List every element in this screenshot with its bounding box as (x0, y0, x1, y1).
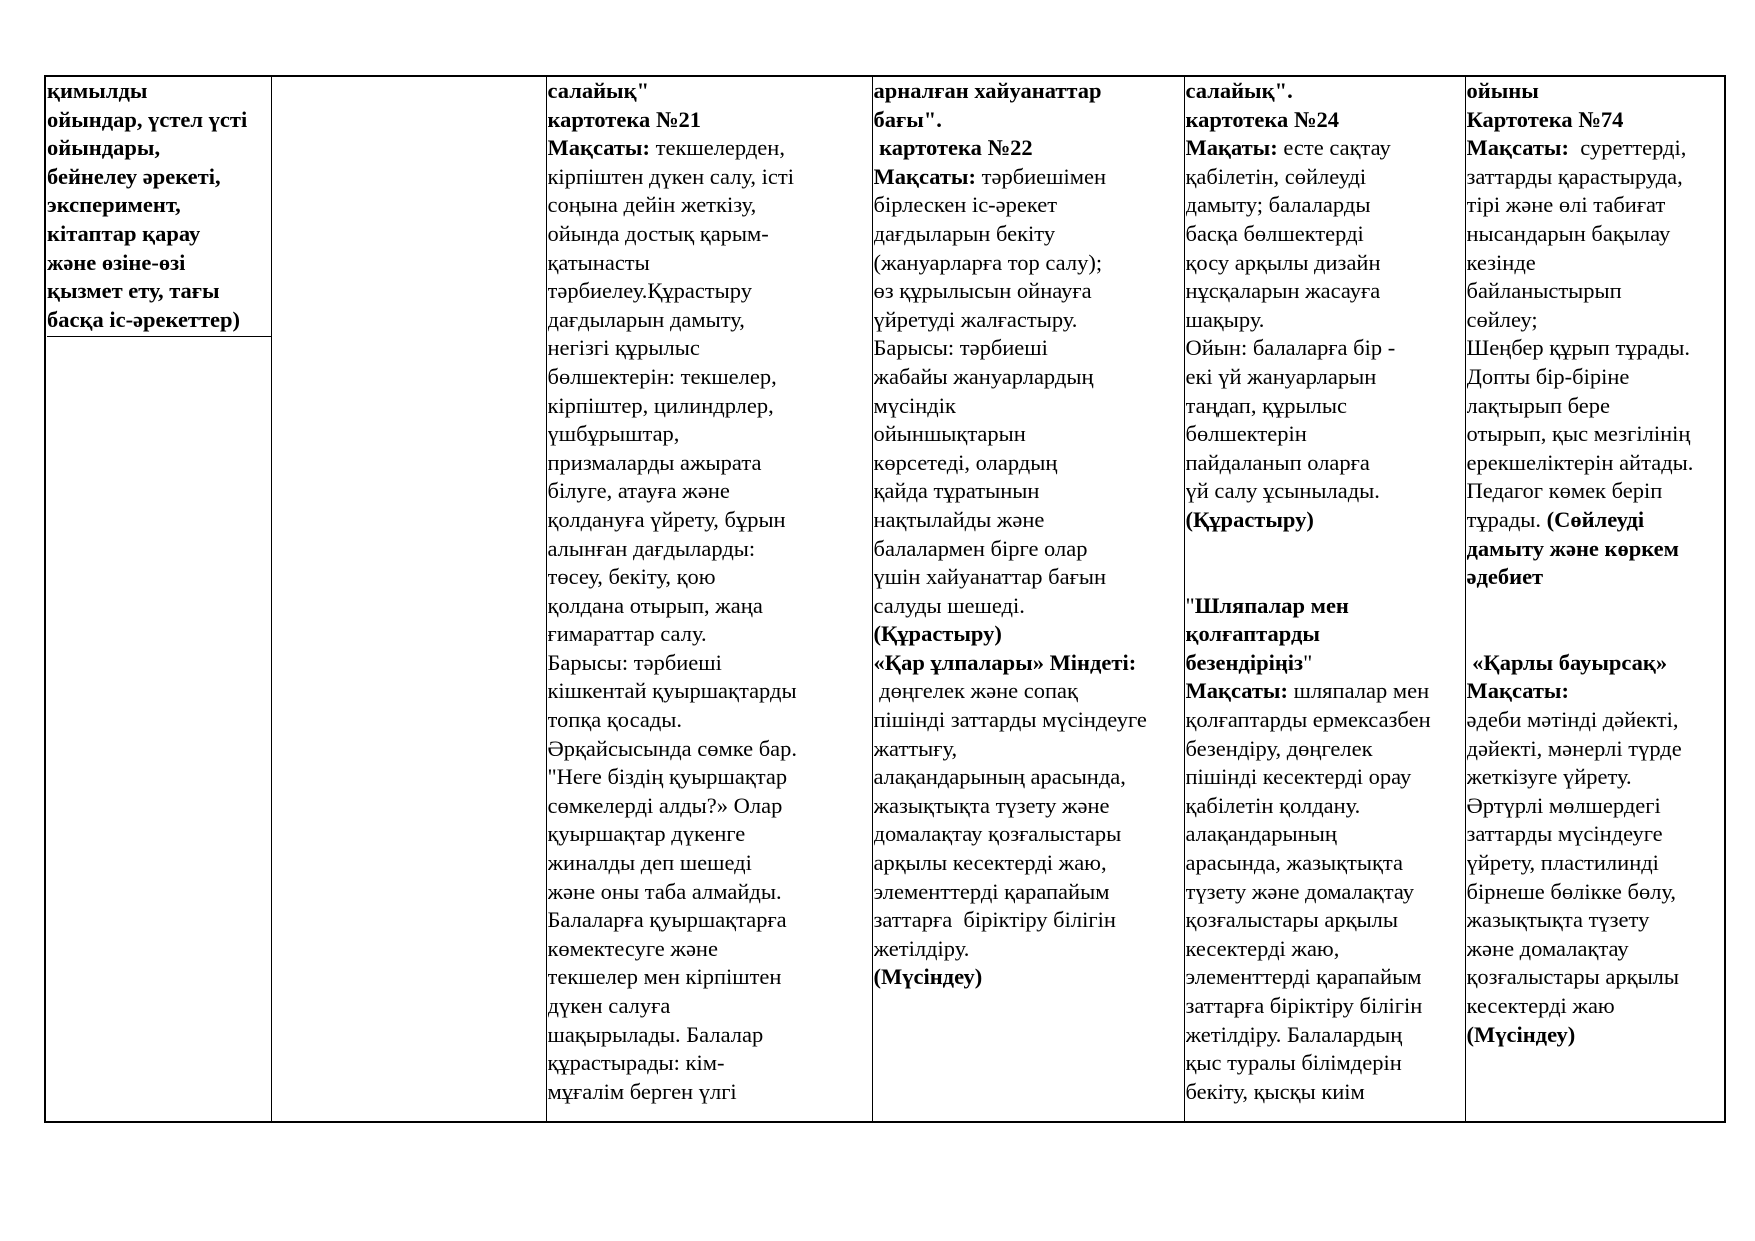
goal-text: суреттерді, (1569, 135, 1687, 161)
spacer (1186, 563, 1465, 592)
activity-line: қайда тұратынын (873, 478, 1040, 504)
activity-line: жаттығу, (873, 735, 958, 761)
activity-line: қатынасты (547, 249, 650, 275)
empty-cell (271, 76, 546, 1122)
activity-line: құрастырады: кім- (547, 1050, 725, 1076)
goal-text: тәрбиешімен (976, 163, 1107, 189)
activity-line: кезінде (1466, 249, 1536, 275)
activity-line: ойыншықтарын (873, 421, 1026, 447)
activity-line: Педагог көмек беріп (1466, 478, 1663, 504)
goal-label: Мақсаты: (1466, 678, 1569, 704)
activity-line: үйрету, пластилинді (1466, 850, 1659, 876)
category-line: эксперимент, (47, 192, 181, 218)
activity-line: балалармен бірге олар (873, 535, 1088, 561)
activity-line: жазықтықта түзету және (873, 792, 1110, 818)
activity-line: ойыны (1466, 78, 1539, 103)
activity-line: заттарға біріктіру білігін (873, 907, 1116, 933)
activity-line: бағы". (873, 106, 942, 132)
activity-line: алынған дағдыларды: (547, 535, 756, 561)
activity-line: мүсіндік (873, 392, 956, 418)
spacer (1467, 620, 1725, 649)
activity-line: қыс туралы білімдерін (1185, 1050, 1402, 1076)
spacer (1467, 592, 1725, 621)
activity-cell-monday (546, 76, 872, 1122)
activity-line: бірнеше бөлікке бөлу, (1466, 878, 1677, 904)
activity-type-label: әдебиет (1466, 564, 1544, 590)
activity-title (1186, 649, 1465, 678)
activity-line: жетілдіру. (873, 935, 970, 961)
activity-type-label: (Сөйлеуді (1546, 506, 1645, 532)
activity-card-number: Картотека №74 (1466, 106, 1624, 132)
activity-line: лақтырып бере (1466, 392, 1611, 418)
activity-line: дағдыларын бекіту (873, 220, 1056, 246)
activity-line (548, 134, 872, 163)
activity-line: қабілетін қолдану. (1185, 792, 1361, 818)
activity-card-number: картотека №22 (873, 135, 1033, 161)
activity-line: үй салу ұсынылады. (1185, 478, 1380, 504)
activity-line: көрсетеді, олардың (873, 449, 1058, 475)
activity-line: үйретуді жалғастыру. (873, 306, 1078, 332)
table-row (45, 76, 1725, 1122)
activity-line: призмаларды ажырата (547, 449, 762, 475)
activity-line: домалақтау қозғалыстары (873, 821, 1122, 847)
activity-line (1467, 506, 1725, 535)
activity-line: әдеби мәтінді дәйекті, (1466, 707, 1679, 733)
activity-line: Допты бір-біріне (1466, 363, 1630, 389)
activity-line: элементтерді қарапайым (1185, 964, 1422, 990)
activity-line: қолғаптарды ермексазбен (1185, 707, 1431, 733)
activity-line (874, 163, 1184, 192)
activity-line: Әртүрлі мөлшердегі (1466, 792, 1661, 818)
category-line: және өзіне-өзі (47, 249, 186, 275)
goal-text: есте сақтау (1277, 135, 1391, 161)
activity-line: Балаларға қуыршақтарға (547, 907, 787, 933)
activity-line: Барысы: тәрбиеші (873, 335, 1048, 361)
activity-line: жетілдіру. Балалардың (1185, 1021, 1403, 1047)
activity-line: жабайы жануарлардың (873, 363, 1094, 389)
activity-line: салуды шешеді. (873, 592, 1025, 618)
activity-line: басқа бөлшектерді (1185, 220, 1364, 246)
category-line: қызмет ету, тағы (47, 278, 220, 304)
activity-line: арналған хайуанаттар (873, 78, 1102, 103)
activity-cell-tuesday (872, 76, 1184, 1122)
activity-line: дөңгелек және сопақ (873, 678, 1078, 704)
goal-label: Мақаты: (1185, 135, 1278, 161)
activity-line: өз құрылысын ойнауға (873, 278, 1092, 304)
activity-line: нұсқаларын жасауға (1185, 278, 1381, 304)
activity-line: нысандарын бақылау (1466, 220, 1671, 246)
activity-line: алақандарының (1185, 821, 1337, 847)
goal-label: Мақсаты: (547, 135, 650, 161)
activity-line: бөлшектерін: текшелер, (547, 363, 777, 389)
activity-line: отырып, қыс мезгілінің (1466, 421, 1691, 447)
activity-type-label: (Құрастыру) (873, 621, 1002, 647)
activity-line: бекіту, қысқы киім (1185, 1078, 1365, 1104)
goal-text: шляпалар мен (1288, 678, 1430, 704)
activity-line: Шеңбер құрып тұрады. (1466, 335, 1690, 361)
category-line: бейнелеу әрекеті, (47, 163, 221, 189)
activity-line: бөлшектерін (1185, 421, 1307, 447)
activity-line: пайдаланып оларға (1185, 449, 1370, 475)
activity-line: топқа қосады. (547, 707, 683, 733)
activity-line: кішкентай қуыршақтарды (547, 678, 797, 704)
spacer (1186, 535, 1465, 564)
activity-line: заттарды қарастыруда, (1466, 163, 1683, 189)
activity-line: және оны таба алмайды. (547, 878, 782, 904)
activity-line: байланыстырып (1466, 278, 1622, 304)
activity-line: қозғалыстары арқылы (1185, 907, 1399, 933)
activity-line: безендіру, дөңгелек (1185, 735, 1373, 761)
activity-line: кірпіштен дүкен салу, істі (547, 163, 795, 189)
activity-cell-thursday (1465, 76, 1725, 1122)
activity-line: дамыту; балаларды (1185, 192, 1371, 218)
category-line: ойындары, (47, 135, 161, 161)
activity-title-text: қолғаптарды (1185, 621, 1320, 647)
activity-line: элементтерді қарапайым (873, 878, 1110, 904)
schedule-table (44, 75, 1726, 1123)
category-label (47, 77, 271, 337)
activity-line: қабілетін, сөйлеуді (1185, 163, 1367, 189)
activity-line: қосу арқылы дизайн (1185, 249, 1381, 275)
category-line: басқа іс-әрекеттер) (47, 306, 241, 332)
activity-line: шақыру. (1185, 306, 1265, 332)
activity-line: ғимараттар салу. (547, 621, 707, 647)
activity-line (1186, 677, 1465, 706)
activity-line: "Неге біздің қуыршақтар (547, 764, 788, 790)
activity-line: кесектерді жаю (1466, 993, 1615, 1018)
activity-text: тұрады. (1466, 506, 1547, 532)
activity-card-number: картотека №21 (547, 106, 701, 132)
activity-line: ойында достық қарым- (547, 220, 769, 246)
activity-line: көмектесуге және (547, 935, 718, 961)
activity-line: бірлескен іс-әрекет (873, 192, 1058, 218)
activity-line: нақтылайды және (873, 506, 1045, 532)
activity-line: дәйекті, мәнерлі түрде (1466, 735, 1682, 761)
activity-line: Әрқайсысында сөмке бар. (547, 735, 798, 761)
activity-line: соңына дейін жеткізу, (547, 192, 757, 218)
activity-line: Барысы: тәрбиеші (547, 649, 722, 675)
activity-line: заттарға біріктіру білігін (1185, 993, 1423, 1018)
activity-title-text: Шляпалар мен (1194, 592, 1349, 618)
activity-line: тірі және өлі табиғат (1466, 192, 1666, 218)
activity-line (1467, 134, 1725, 163)
category-line: қимылды (47, 78, 148, 103)
activity-line: текшелер мен кірпіштен (547, 964, 782, 990)
goal-label: Мақсаты: (873, 163, 976, 189)
activity-line: дүкен салуға (547, 993, 671, 1018)
activity-line: (жануарларға тор салу); (873, 249, 1103, 275)
goal-label: Мақсаты: (1185, 678, 1288, 704)
quote-mark: " (1185, 592, 1195, 618)
activity-line: қуыршақтар дүкенге (547, 821, 746, 847)
category-line: ойындар, үстел үсті (47, 106, 248, 132)
activity-line: заттарды мүсіндеуге (1466, 821, 1663, 847)
activity-line: қозғалыстары арқылы (1466, 964, 1680, 990)
activity-type-label: (Мүсіндеу) (873, 964, 983, 990)
activity-line: дағдыларын дамыту, (547, 306, 745, 332)
activity-line: қолдануға үйрету, бұрын (547, 506, 786, 532)
activity-line: екі үй жануарларын (1185, 363, 1377, 389)
activity-line: пішінді кесектерді орау (1185, 764, 1412, 790)
activity-line: жазықтықта түзету (1466, 907, 1650, 933)
activity-line: таңдап, құрылыс (1185, 392, 1347, 418)
goal-label: Мақсаты: (1466, 135, 1569, 161)
activity-line: арасында, жазықтықта (1185, 850, 1403, 876)
activity-line: сөмкелерді алды?» Олар (547, 792, 783, 818)
activity-line: арқылы кесектерді жаю, (873, 850, 1107, 876)
activity-line: және домалақтау (1466, 935, 1629, 961)
activity-line: тәрбиелеу.Құрастыру (547, 278, 752, 304)
activity-line: Ойын: балаларға бір - (1185, 335, 1396, 361)
activity-line: жеткізуге үйрету. (1466, 764, 1632, 790)
activity-title: «Қар ұлпалары» Міндеті: (873, 649, 1137, 675)
activity-title (1186, 592, 1465, 621)
activity-line: салайық". (1185, 78, 1293, 103)
category-cell (45, 76, 271, 1122)
activity-type-label: дамыту және көркем (1466, 535, 1679, 561)
activity-line: үшбұрыштар, (547, 421, 680, 447)
activity-line: кірпіштер, цилиндрлер, (547, 392, 774, 418)
goal-text: текшелерден, (650, 135, 785, 161)
activity-title: «Қарлы бауырсақ» (1466, 649, 1668, 675)
activity-cell-wednesday (1184, 76, 1465, 1122)
activity-line: мұғалім берген үлгі (547, 1078, 737, 1104)
activity-line: пішінді заттарды мүсіндеуге (873, 707, 1147, 733)
activity-line: жиналды деп шешеді (547, 850, 752, 876)
activity-line: шақырылады. Балалар (547, 1021, 764, 1047)
activity-line: ерекшеліктерін айтады. (1466, 449, 1694, 475)
activity-card-number: картотека №24 (1185, 106, 1339, 132)
activity-line: кесектерді жаю, (1185, 935, 1340, 961)
category-line: кітаптар қарау (47, 220, 201, 246)
activity-line: салайық" (547, 78, 650, 103)
activity-type-label: (Мүсіндеу) (1466, 1021, 1576, 1047)
activity-line: үшін хайуанаттар бағын (873, 564, 1106, 590)
activity-line: білуге, атауға және (547, 478, 730, 504)
activity-line: қолдана отырып, жаңа (547, 592, 763, 618)
activity-line (1186, 134, 1465, 163)
activity-type-label: (Құрастыру) (1185, 506, 1314, 532)
activity-line: негізгі құрылыс (547, 335, 700, 361)
activity-line: алақандарының арасында, (873, 764, 1126, 790)
activity-title-text: безендіріңіз (1185, 649, 1304, 675)
activity-line: төсеу, бекіту, қою (547, 564, 716, 590)
quote-mark: " (1303, 649, 1313, 675)
activity-line: түзету және домалақтау (1185, 878, 1414, 904)
activity-line: сөйлеу; (1466, 306, 1538, 332)
